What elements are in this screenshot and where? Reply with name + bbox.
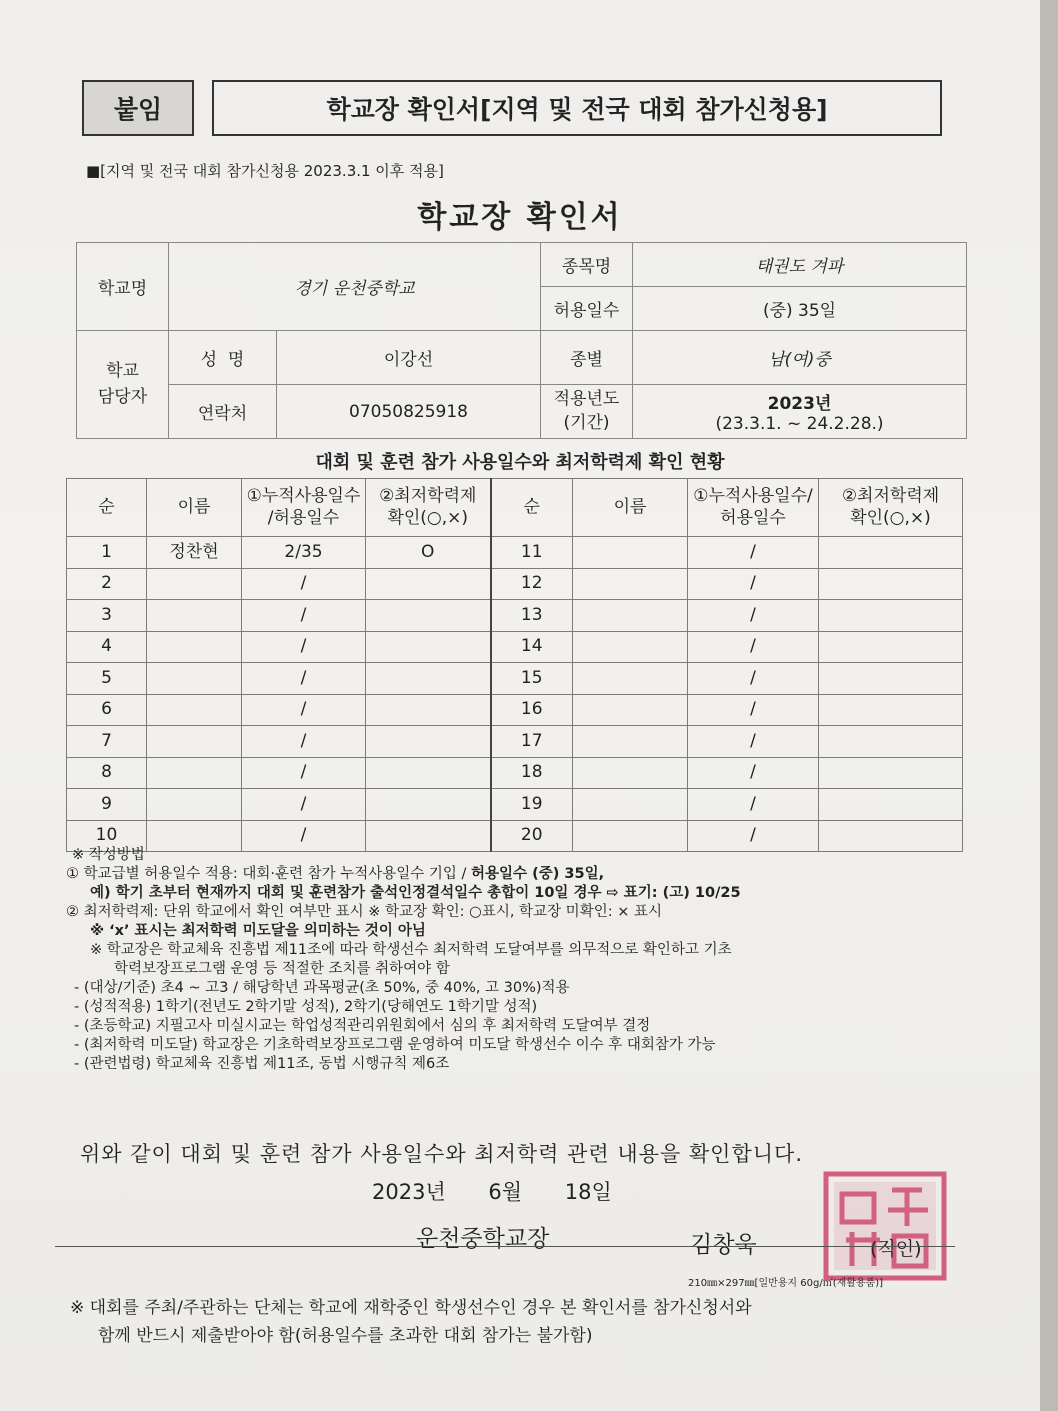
table-cell: 12 [491, 568, 573, 600]
instruction-1-example: 예) 학기 초부터 현재까지 대회 및 훈련참가 출석인정결석일수 총합이 10일 경우 ⇨ 표기: (고) 10/25 [90, 885, 741, 901]
principal-name: 김창욱 [690, 1232, 757, 1258]
table-row [67, 789, 963, 821]
table-cell: 6 [67, 694, 147, 726]
official-seal [822, 1170, 948, 1282]
table-cell: 3 [67, 600, 147, 632]
table-cell: / [688, 757, 819, 789]
table-cell: / [242, 663, 366, 695]
table-cell: / [688, 600, 819, 632]
signature-line [55, 1246, 955, 1247]
date-year: 2023년 [372, 1180, 446, 1204]
col-check-header: ②최저학력제 확인(○,×) [366, 479, 491, 537]
contact-value: 07050825918 [277, 385, 541, 439]
instruction-2: ② 최저학력제: 단위 학교에서 확인 여부만 표시 ※ 학교장 확인: ○표시, 학교장 미확인: × 표시 [66, 904, 662, 920]
header-title: 학교장 확인서[지역 및 전국 대회 참가신청용] [212, 80, 942, 136]
gender-value: 남(여)중 [633, 331, 967, 385]
col-num-header: 순 [67, 479, 147, 537]
table-cell: / [688, 820, 819, 852]
table-cell: / [242, 631, 366, 663]
school-info-table [76, 242, 967, 439]
person-name-value: 이강선 [277, 331, 541, 385]
issue-date [372, 1176, 648, 1206]
table-cell: 4 [67, 631, 147, 663]
col-name-header: 이름 [147, 479, 242, 537]
table-cell [147, 663, 242, 695]
table-row [67, 663, 963, 695]
table-cell [147, 568, 242, 600]
table-cell [819, 726, 963, 758]
table-cell: 8 [67, 757, 147, 789]
instruction-1 [66, 865, 966, 884]
table-cell: 1 [67, 537, 147, 569]
table-row [67, 631, 963, 663]
table-cell [366, 600, 491, 632]
table-row [67, 568, 963, 600]
table-cell: 16 [491, 694, 573, 726]
paper-spec: 210㎜×297㎜[일반용지 60g/㎡(재활용품)] [688, 1278, 884, 1289]
table-cell: / [242, 600, 366, 632]
year-value: 2023년 [767, 394, 832, 414]
contact-label: 연락처 [169, 385, 277, 439]
col-days-header-right: ①누적사용일수/ 허용일수 [688, 479, 819, 537]
detail-4: - (최저학력 미도달) 학교장은 기초학력보장프로그램 운영하여 미도달 학생선수 이수 후 대회참가 가능 [74, 1037, 716, 1053]
table-cell: 5 [67, 663, 147, 695]
table-cell: 7 [67, 726, 147, 758]
table-cell: 13 [491, 600, 573, 632]
table-cell: 10 [67, 820, 147, 852]
person-name-label: 성 명 [169, 331, 277, 385]
table-row [67, 757, 963, 789]
footer-note [70, 1294, 970, 1350]
table-row [67, 600, 963, 632]
table-cell: / [242, 568, 366, 600]
table-cell [366, 631, 491, 663]
table-cell [147, 631, 242, 663]
instruction-4: ※ 학교장은 학교체육 진흥법 제11조에 따라 학생선수 최저학력 도달여부를 의무적으로 확인하고 기초 [90, 942, 732, 958]
table-cell: / [688, 568, 819, 600]
table-cell [573, 631, 688, 663]
table-cell: 20 [491, 820, 573, 852]
table-cell [819, 757, 963, 789]
col-check-header-right: ②최저학력제 확인(○,×) [819, 479, 963, 537]
section-title: 대회 및 훈련 참가 사용일수와 최저학력제 확인 현황 [315, 452, 725, 473]
table-cell: / [242, 820, 366, 852]
year-label: 적용년도 (기간) [541, 385, 633, 439]
instructions-heading: ※ 작성방법 [72, 847, 145, 863]
gender-label: 종별 [541, 331, 633, 385]
table-header-row [67, 479, 963, 537]
instruction-4-cont: 학력보장프로그램 운영 등 적절한 조치를 취하여야 함 [114, 961, 450, 977]
table-cell: O [366, 537, 491, 569]
table-cell: 14 [491, 631, 573, 663]
table-cell: / [688, 631, 819, 663]
table-cell [366, 694, 491, 726]
col-num-header-right: 순 [491, 479, 573, 537]
table-cell [366, 789, 491, 821]
participation-table [66, 478, 963, 852]
table-cell [147, 757, 242, 789]
detail-3: - (초등학교) 지필고사 미실시교는 학업성적관리위원회에서 심의 후 최저학력 도달여부 결정 [74, 1018, 651, 1034]
table-cell [573, 757, 688, 789]
col-days-header: ①누적사용일수 /허용일수 [242, 479, 366, 537]
table-cell: / [688, 694, 819, 726]
table-cell: / [688, 663, 819, 695]
table-cell [819, 600, 963, 632]
footer-line-2: 함께 반드시 제출받아야 함(허용일수를 초과한 대회 참가는 불가함) [98, 1326, 593, 1346]
background-edge [1040, 0, 1058, 1411]
allowed-days-label: 허용일수 [541, 287, 633, 331]
table-cell: / [688, 537, 819, 569]
table-cell [573, 600, 688, 632]
table-cell: / [242, 757, 366, 789]
table-cell [819, 663, 963, 695]
table-cell [366, 757, 491, 789]
table-cell: / [242, 789, 366, 821]
table-cell: 2 [67, 568, 147, 600]
year-cell [633, 385, 967, 439]
event-value: 태권도 겨파 [633, 243, 967, 287]
instruction-1-text: ① 학교급별 허용일수 적용: 대회·훈련 참가 누적사용일수 기입 / [66, 866, 472, 882]
table-cell [147, 600, 242, 632]
attachment-tag: 붙임 [82, 80, 194, 136]
table-cell [573, 663, 688, 695]
date-day: 18일 [564, 1180, 612, 1204]
table-row [67, 694, 963, 726]
manager-label: 학교 담당자 [77, 331, 169, 439]
table-cell: / [242, 694, 366, 726]
detail-5: - (관련법령) 학교체육 진흥법 제11조, 동법 시행규칙 제6조 [74, 1056, 450, 1072]
table-cell: 9 [67, 789, 147, 821]
page-title: 학교장 확인서 [417, 200, 623, 235]
school-name-value: 경기 운천중학교 [169, 243, 541, 331]
detail-1: - (대상/기준) 초4 ~ 고3 / 해당학년 과목평균(초 50%, 중 40%, 고 30%)적용 [74, 980, 570, 996]
signer-title: 운천중학교장 [416, 1226, 550, 1252]
col-name-header-right: 이름 [573, 479, 688, 537]
table-cell [573, 789, 688, 821]
table-cell [819, 568, 963, 600]
table-cell: 11 [491, 537, 573, 569]
seal-label: (직인) [870, 1238, 922, 1260]
table-cell [366, 663, 491, 695]
instructions [66, 846, 966, 1074]
table-cell: 19 [491, 789, 573, 821]
confirmation-statement: 위와 같이 대회 및 훈련 참가 사용일수와 최저학력 관련 내용을 확인합니다. [80, 1142, 804, 1166]
date-month: 6월 [488, 1180, 523, 1204]
table-row [67, 726, 963, 758]
table-cell [147, 694, 242, 726]
table-cell: 2/35 [242, 537, 366, 569]
table-cell [819, 631, 963, 663]
instruction-3: ※ ‘x’ 표시는 최저학력 미도달을 의미하는 것이 아님 [90, 923, 426, 939]
table-cell: 정찬현 [147, 537, 242, 569]
table-cell: / [242, 726, 366, 758]
table-cell: / [688, 726, 819, 758]
footer-line-1: ※ 대회를 주최/주관하는 단체는 학교에 재학중인 학생선수인 경우 본 확인서를 참가신청서와 [70, 1298, 752, 1318]
table-cell [573, 537, 688, 569]
table-row [67, 537, 963, 569]
table-cell [573, 726, 688, 758]
table-cell [819, 694, 963, 726]
table-cell: 15 [491, 663, 573, 695]
school-name-label: 학교명 [77, 243, 169, 331]
instruction-1-bold: 허용일수 (중) 35일, [471, 866, 605, 882]
table-cell: 18 [491, 757, 573, 789]
table-cell [819, 789, 963, 821]
table-cell [147, 726, 242, 758]
table-cell [366, 726, 491, 758]
detail-2: - (성적적용) 1학기(전년도 2학기말 성적), 2학기(당해연도 1학기말 성적) [74, 999, 538, 1015]
period-value: (23.3.1. ~ 24.2.28.) [715, 414, 884, 434]
table-cell [147, 789, 242, 821]
table-cell [366, 568, 491, 600]
table-cell [573, 694, 688, 726]
event-label: 종목명 [541, 243, 633, 287]
allowed-days-value: (중) 35일 [633, 287, 967, 331]
table-cell: 17 [491, 726, 573, 758]
applicability-note: ■[지역 및 전국 대회 참가신청용 2023.3.1 이후 적용] [86, 162, 444, 180]
table-cell [573, 568, 688, 600]
table-cell: / [688, 789, 819, 821]
table-cell [819, 537, 963, 569]
